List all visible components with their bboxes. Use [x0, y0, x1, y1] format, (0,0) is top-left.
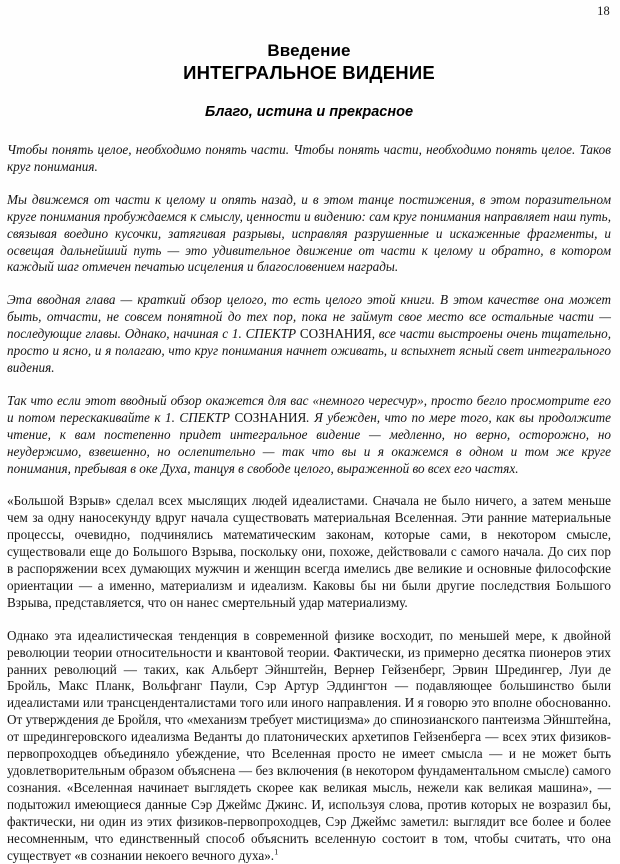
footnote-reference[interactable]: 1 — [274, 846, 279, 857]
paragraph-1: Чтобы понять целое, необходимо понять части. Чтобы понять части, необходимо понять целое. Таков круг понимания. — [7, 142, 611, 174]
paragraph-4 — [7, 393, 611, 478]
heading-block — [7, 40, 611, 122]
paragraph-6 — [7, 628, 611, 864]
page-number: 18 — [597, 4, 610, 18]
page-title: ИНТЕГРАЛЬНОЕ ВИДЕНИЕ — [183, 62, 435, 83]
paragraph-4-part-b: . Я убежден, что по мере того, как вы продолжите чтение, к вам постепенно придет интегральное видение — медленно, но верно, осторожно, но неудержимо, взвешенно, но ослепительно — так что вы и я окажемся в одном и том же круге понимания, пребывая в оке Духа, танцуя в свободе целого, выраженной во всех его частях. — [7, 409, 611, 476]
paragraph-3-part-b: , все части выстроены очень тщательно, просто и ясно, и я полагаю, что круг понимания начнет оживать, и вспыхнет ясный свет интегрального видения. — [7, 326, 612, 375]
paragraph-2: Мы движемся от части к целому и опять назад, и в этом танце постижения, в этом поразительном круге понимания пробуждаемся к смыслу, ценности и видению: сам круг понимания направляет наш путь, связывая воедино кусочки, затягивая разрывы, исправляя разрушенные и искаженные фрагменты, и освещая дальнейший путь — это удивительное движение от части к целому и обратно, в котором каждый шаг отмечен печатью исцеления и благословением награды. — [7, 191, 611, 275]
page-content — [7, 40, 611, 864]
paragraph-5: «Большой Взрыв» сделал всех мыслящих людей идеалистами. Сначала не было ничего, а затем меньше чем за одну наносекунду вдруг начала существовать материальная Вселенная. Эти ранние материальные процессы, очевидно, подчинялись математическим законам, которые сами, в некотором смысле, существовали еще до Большого Взрыва, поскольку они, похоже, действовали с самого начала. До сих пор в распоряжении всех думающих мужчин и женщин всегда имелись две великие и основные философские ориентации — а именно, материализм и идеализм. Каковы бы ни были другие последствия Большого Взрыва, представляется, что он нанес смертельный удар материализму. — [7, 493, 611, 610]
body-text — [7, 142, 611, 864]
paragraph-3-roman-term: СОЗНАНИЯ — [299, 326, 372, 342]
paragraph-3 — [7, 292, 611, 377]
paragraph-6-text: Однако эта идеалистическая тенденция в современной физике восходит, по меньшей мере, к двойной революции теории относительности и квантовой теории. Фактически, из примерно десятка пионеров этих ранних революций — таких, как Альберт Эйнштейн, Вернер Гейзенберг, Эрвин Шредингер, Луи де Бройль, Макс Планк, Вольфганг Паули, Сэр Артур Эддингтон — подавляющее большинство были идеалистами или трансценденталистами того или иного направления. И я говорю это вполне обоснованно. От утверждения де Бройля, что «механизм требует мистицизма» до спинозианского пантеизма Эйнштейна, от шредингеровского идеализма Веданты до платонических архетипов Гейзенберга — всех этих физиков-первопроходцев объединяло убеждение, что Вселенная просто не имеет смысла — и не может быть удовлетворительным образом объяснена — без включения (в некотором фундаментальном смысле) самого сознания. «Вселенная начинает выглядеть скорее как великая мысль, нежели как великая машина», — подытожил имеющиеся данные Сэр Джеймс Джинс. И, используя слова, против которых не возразил бы, фактически, ни один из этих физиков-первопроходцев, Сэр Джеймс заметил: выглядит все более и более несомненным, что единственный способ объяснить вселенную состоит в том, чтобы считать, что она существует «в сознании некоего вечного духа». — [7, 627, 611, 863]
heading-eyebrow: Введение — [267, 41, 351, 60]
paragraph-3-part-a: Эта вводная глава — краткий обзор целого, то есть целого этой книги. В этом качестве она может быть, отчасти, не совсем понятной до тех пор, пока не займут свое место все остальные части — последующие главы. Однако, начиная с 1. СПЕКТР — [7, 292, 611, 342]
page-subtitle: Благо, истина и прекрасное — [204, 104, 414, 120]
paragraph-4-roman-term: СОЗНАНИЯ — [234, 409, 307, 425]
paragraph-4-part-a: Так что если этот вводный обзор окажется для вас «немного чересчур», просто бегло просмотрите его и потом перескакивайте к 1. СПЕКТР — [7, 392, 611, 425]
